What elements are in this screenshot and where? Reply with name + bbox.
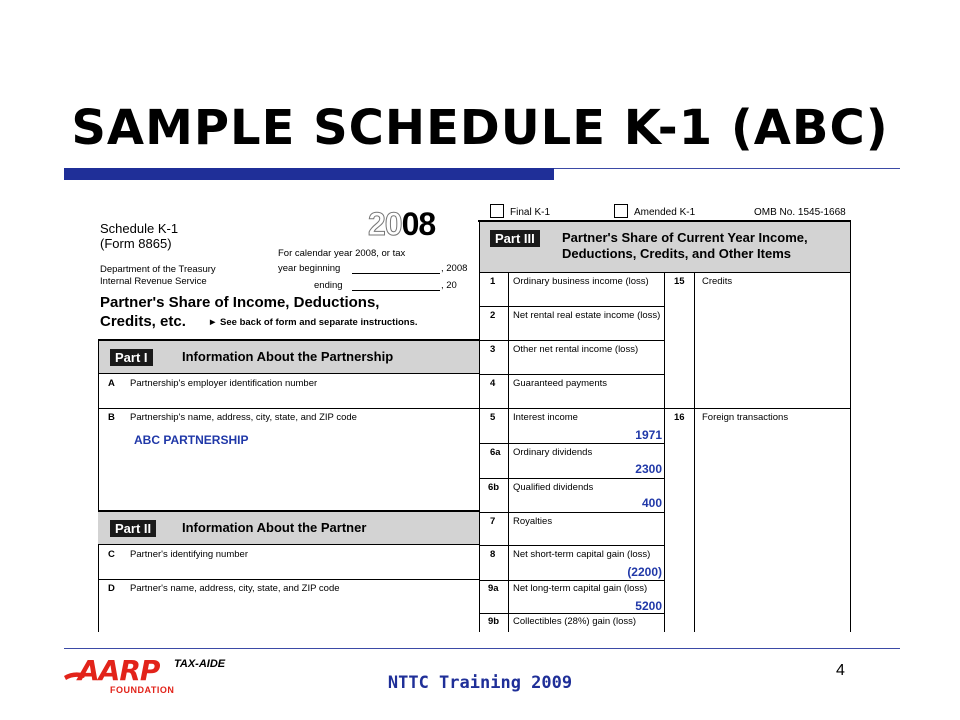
line-9b-label: Collectibles (28%) gain (loss)	[513, 616, 637, 627]
final-k1-checkbox[interactable]	[490, 204, 504, 218]
slide-title: SAMPLE SCHEDULE K-1 (ABC)	[71, 100, 889, 156]
line-16-number: 16	[674, 412, 685, 423]
field-c-letter: C	[108, 549, 115, 560]
form-title-line2: Credits, etc.	[100, 313, 186, 330]
line-6b-number: 6b	[488, 482, 500, 493]
field-a-letter: A	[108, 378, 115, 389]
form-left-edge	[98, 339, 99, 632]
line-3-label: Other net rental income (loss)	[513, 344, 639, 355]
part3-title-line1: Partner's Share of Current Year Income,	[562, 230, 808, 245]
amended-k1-label: Amended K-1	[634, 207, 696, 218]
line-7-number: 7	[490, 516, 496, 527]
line-1-number: 1	[490, 276, 496, 287]
dept-line2: Internal Revenue Service	[100, 276, 207, 287]
line-4-number: 4	[490, 378, 496, 389]
line-16-label: Foreign transactions	[702, 412, 789, 423]
part3-header-bottom	[479, 272, 851, 273]
divider-left-right	[479, 220, 480, 632]
line-2-number: 2	[490, 310, 496, 321]
line-5-value: 1971	[635, 428, 662, 442]
line-6a-value: 2300	[635, 462, 662, 476]
ending-label: ending	[314, 280, 343, 291]
line-8-value: (2200)	[627, 565, 662, 579]
dept-line1: Department of the Treasury	[100, 264, 216, 275]
year-beginning-line	[352, 273, 440, 274]
form-number: (Form 8865)	[100, 236, 172, 251]
line-2-label: Net rental real estate income (loss)	[513, 310, 661, 321]
tax-year-suffix: 08	[401, 206, 436, 242]
part3-title-line2: Deductions, Credits, and Other Items	[562, 246, 791, 261]
part1-badge: Part I	[110, 349, 153, 366]
ending-line	[352, 290, 440, 291]
line-6b-label: Qualified dividends	[513, 482, 594, 493]
calendar-line: For calendar year 2008, or tax	[278, 248, 406, 259]
part1-title: Information About the Partnership	[182, 349, 394, 364]
omb-number: OMB No. 1545-1668	[754, 207, 846, 218]
see-back-note: ► See back of form and separate instructions.	[208, 317, 418, 328]
line-9a-label: Net long-term capital gain (loss)	[513, 583, 648, 594]
line-6b-value: 400	[641, 496, 662, 510]
line-6a-number: 6a	[490, 447, 501, 458]
aarp-logo-text: AARP	[78, 654, 160, 687]
amended-k1-checkbox[interactable]	[614, 204, 628, 218]
tax-year-prefix: 20	[368, 206, 402, 242]
title-underline-thin	[554, 168, 900, 169]
line-9a-value: 5200	[635, 599, 662, 613]
partnership-name-value: ABC PARTNERSHIP	[134, 433, 249, 447]
foundation-label: FOUNDATION	[110, 685, 175, 695]
line-5-label: Interest income	[513, 412, 578, 423]
field-c-label: Partner's identifying number	[130, 549, 248, 560]
line-4-label: Guaranteed payments	[513, 378, 608, 389]
col-divider-edge	[850, 220, 851, 632]
field-b-letter: B	[108, 412, 115, 423]
line-6a-label: Ordinary dividends	[513, 447, 593, 458]
line-8-label: Net short-term capital gain (loss)	[513, 549, 651, 560]
line-7-label: Royalties	[513, 516, 553, 527]
col-divider-num	[508, 272, 509, 632]
ending-end: , 20	[441, 280, 457, 291]
line-15-number: 15	[674, 276, 685, 287]
title-underline-bar	[64, 168, 554, 180]
line-9a-number: 9a	[488, 583, 499, 594]
field-d-label: Partner's name, address, city, state, and ZIP code	[130, 583, 340, 594]
year-beginning-end: , 2008	[441, 263, 468, 274]
line-1-label: Ordinary business income (loss)	[513, 276, 649, 287]
tax-year	[368, 206, 435, 243]
part2-title: Information About the Partner	[182, 520, 367, 535]
tax-aide-label: TAX-AIDE	[174, 658, 226, 670]
col-divider-value	[664, 272, 665, 632]
part2-badge: Part II	[110, 520, 156, 537]
field-a-label: Partnership's employer identification number	[130, 378, 318, 389]
footer-rule	[64, 648, 900, 649]
col-divider-right-num	[694, 272, 695, 632]
field-d-letter: D	[108, 583, 115, 594]
page-number: 4	[836, 662, 845, 679]
line-9b-number: 9b	[488, 616, 500, 627]
year-beginning-label: year beginning	[278, 263, 341, 274]
footer-training-label: NTTC Training 2009	[387, 673, 573, 693]
line-3-number: 3	[490, 344, 496, 355]
field-b-label: Partnership's name, address, city, state, and ZIP code	[130, 412, 357, 423]
line-8-number: 8	[490, 549, 496, 560]
line-5-number: 5	[490, 412, 496, 423]
final-k1-label: Final K-1	[510, 207, 551, 218]
line-15-label: Credits	[702, 276, 733, 287]
form-title-line1: Partner's Share of Income, Deductions,	[100, 294, 380, 311]
schedule-k1-form	[98, 200, 854, 632]
part3-badge: Part III	[490, 230, 540, 247]
schedule-label: Schedule K-1	[100, 221, 179, 236]
